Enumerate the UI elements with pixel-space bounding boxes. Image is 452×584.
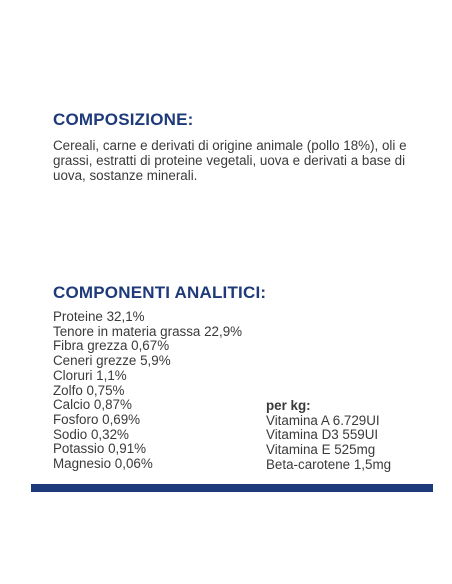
composition-title: COMPOSIZIONE: — [53, 110, 194, 129]
analytic-item-sodium: Sodio 0,32% — [53, 426, 129, 442]
vitamin-item-e: Vitamina E 525mg — [266, 442, 376, 458]
analytic-item-phosphorus: Fosforo 0,69% — [53, 411, 141, 427]
analytic-item-protein: Proteine 32,1% — [53, 309, 145, 324]
analytic-item-sulfur: Zolfo 0,75% — [53, 382, 125, 398]
analytic-item-chlorides: Cloruri 1,1% — [53, 367, 127, 383]
analytics-title: COMPONENTI ANALITICI: — [53, 283, 267, 302]
vitamins-list — [266, 414, 391, 473]
per-kg-heading: per kg: — [266, 398, 311, 413]
analytic-item-calcium: Calcio 0,87% — [53, 397, 132, 413]
analytic-item-potassium: Potassio 0,91% — [53, 441, 147, 457]
analytic-item-ash: Ceneri grezze 5,9% — [53, 353, 171, 369]
composition-text: Cereali, carne e derivati di origine animale (pollo 18%), oli e grassi, estratti di proteine vegetali, uova e derivati a base di uova, sostanze minerali. — [53, 138, 407, 183]
vitamins-block — [266, 399, 391, 473]
analytic-item-fiber: Fibra grezza 0,67% — [53, 338, 170, 354]
vitamin-item-a: Vitamina A 6.729UI — [266, 412, 380, 428]
vitamin-item-d3: Vitamina D3 559UI — [266, 427, 379, 443]
vitamin-item-beta-carotene: Beta-carotene 1,5mg — [266, 456, 392, 472]
analytics-list — [53, 310, 242, 472]
bottom-divider-bar — [31, 484, 433, 492]
analytic-item-magnesium: Magnesio 0,06% — [53, 456, 153, 472]
analytic-item-fat: Tenore in materia grassa 22,9% — [53, 323, 243, 339]
